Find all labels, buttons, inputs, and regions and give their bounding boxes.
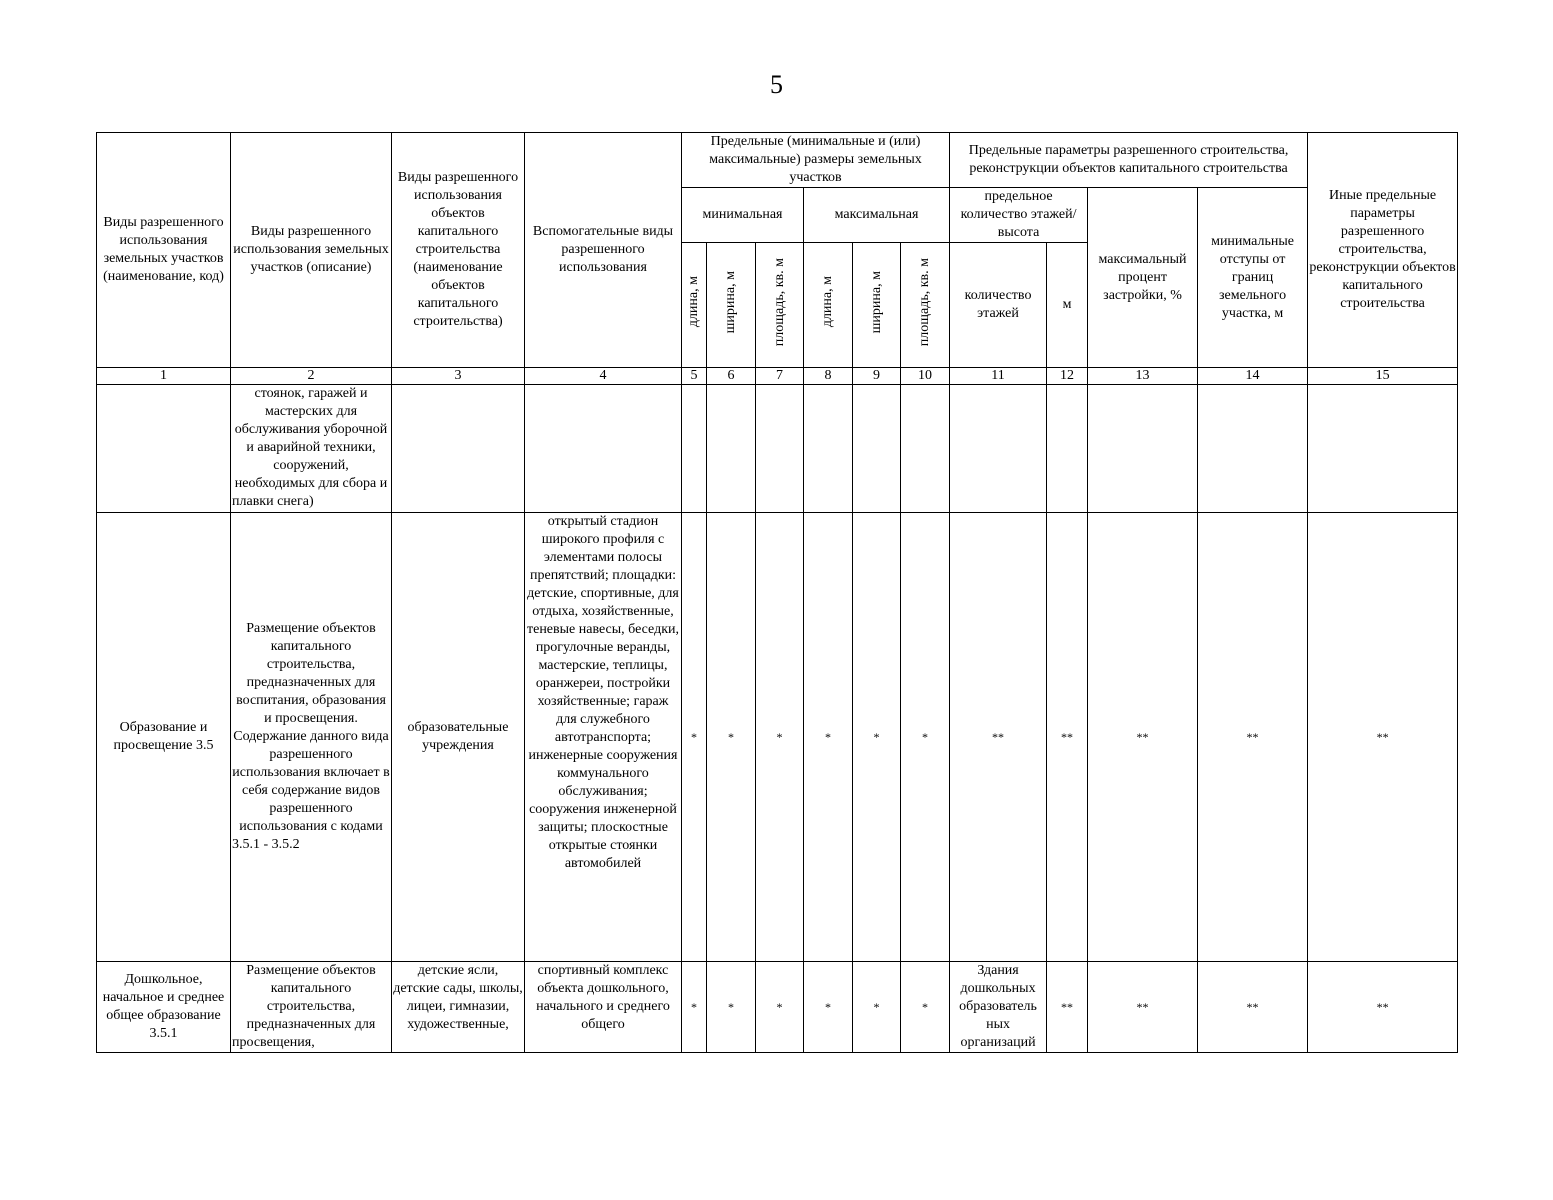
header-max-coverage: максимальный процент застройки, % [1088, 188, 1198, 368]
header-plot-size-limits: Предельные (минимальные и (или) максимальные) размеры земельных участков [682, 133, 950, 188]
cell-other-parameters: ** [1308, 962, 1458, 1053]
cell-max-coverage: ** [1088, 962, 1198, 1053]
cell-min-length: * [682, 962, 707, 1053]
column-number: 2 [231, 368, 392, 385]
header-land-use-type: Виды разрешенного использования земельных участков (наименование, код) [97, 133, 231, 368]
column-number: 14 [1198, 368, 1308, 385]
header-other-parameters: Иные предельные параметры разрешенного строительства, реконструкции объектов капитального строительства [1308, 133, 1458, 368]
header-min-width: ширина, м [707, 243, 756, 368]
cell-land-use-description: Размещение объектов капитального строительства, предназначенных для просвещения, [231, 962, 392, 1053]
cell-empty [756, 385, 804, 513]
header-min-area: площадь, кв. м [756, 243, 804, 368]
header-min-offsets: минимальные отступы от границ земельного участка, м [1198, 188, 1308, 368]
cell-floor-count: Здания дошкольных образователь ных организаций [950, 962, 1047, 1053]
cell-empty [901, 385, 950, 513]
page-number: 5 [770, 70, 783, 99]
column-number: 8 [804, 368, 853, 385]
cell-empty [804, 385, 853, 513]
table-row [97, 962, 1458, 1053]
header-max-width: ширина, м [853, 243, 901, 368]
cell-min-width: * [707, 962, 756, 1053]
cell-meters: ** [1047, 962, 1088, 1053]
column-number: 5 [682, 368, 707, 385]
cell-land-use-type: Дошкольное, начальное и среднее общее образование 3.5.1 [97, 962, 231, 1053]
header-minimum: минимальная [682, 188, 804, 243]
cell-empty [682, 385, 707, 513]
cell-min-offsets: ** [1198, 962, 1308, 1053]
column-number: 11 [950, 368, 1047, 385]
column-number: 13 [1088, 368, 1198, 385]
cell-empty [707, 385, 756, 513]
cell-land-use-description: Размещение объектов капитального строительства, предназначенных для воспитания, образования и просвещения. Содержание данного вида разрешенного использования включает в себя содержание видов разрешенного использования с кодами 3.5.1 - 3.5.2 [231, 513, 392, 962]
cell-auxiliary-use: открытый стадион широкого профиля с элементами полосы препятствий; площадки: детские, спортивные, для отдыха, хозяйственные, теневые навесы, беседки, прогулочные веранды, мастерские, теплицы, оранжереи, постройки хозяйственные; гараж для служебного автотранспорта; инженерные сооружения коммунального обслуживания; сооружения инженерной защиты; плоскостные открытые стоянки автомобилей [525, 513, 682, 962]
cell-max-area: * [901, 513, 950, 962]
cell-empty [1198, 385, 1308, 513]
cell-min-width: * [707, 513, 756, 962]
column-number: 12 [1047, 368, 1088, 385]
zoning-regulations-table [96, 132, 1458, 1053]
cell-other-parameters: ** [1308, 513, 1458, 962]
cell-construction-use-type: образовательные учреждения [392, 513, 525, 962]
header-meters: м [1047, 243, 1088, 368]
cell-floor-count: ** [950, 513, 1047, 962]
column-number: 6 [707, 368, 756, 385]
table-row [97, 385, 1458, 513]
column-number: 9 [853, 368, 901, 385]
cell-empty [1308, 385, 1458, 513]
column-number: 10 [901, 368, 950, 385]
cell-land-use-description: стоянок, гаражей и мастерских для обслуживания уборочной и аварийной техники, сооружений, необходимых для сбора и плавки снега) [231, 385, 392, 513]
cell-auxiliary-use [525, 385, 682, 513]
cell-land-use-type [97, 385, 231, 513]
header-maximum: максимальная [804, 188, 950, 243]
cell-min-offsets: ** [1198, 513, 1308, 962]
cell-auxiliary-use: спортивный комплекс объекта дошкольного, начального и среднего общего [525, 962, 682, 1053]
cell-construction-use-type [392, 385, 525, 513]
cell-empty [853, 385, 901, 513]
column-number: 7 [756, 368, 804, 385]
header-floor-count: количество этажей [950, 243, 1047, 368]
cell-empty [950, 385, 1047, 513]
column-number: 4 [525, 368, 682, 385]
cell-meters: ** [1047, 513, 1088, 962]
header-max-length: длина, м [804, 243, 853, 368]
cell-construction-use-type: детские ясли, детские сады, школы, лицеи, гимназии, художественные, [392, 962, 525, 1053]
cell-empty [1047, 385, 1088, 513]
column-numbers-row [97, 368, 1458, 385]
cell-max-width: * [853, 962, 901, 1053]
header-floors-height: предельное количество этажей/высота [950, 188, 1088, 243]
cell-land-use-type: Образование и просвещение 3.5 [97, 513, 231, 962]
cell-min-length: * [682, 513, 707, 962]
header-land-use-description: Виды разрешенного использования земельных участков (описание) [231, 133, 392, 368]
cell-empty [1088, 385, 1198, 513]
header-min-length: длина, м [682, 243, 707, 368]
cell-max-width: * [853, 513, 901, 962]
header-construction-use-type: Виды разрешенного использования объектов капитального строительства (наименование объектов капитального строительства) [392, 133, 525, 368]
cell-max-coverage: ** [1088, 513, 1198, 962]
cell-max-area: * [901, 962, 950, 1053]
cell-min-area: * [756, 513, 804, 962]
header-construction-parameters: Предельные параметры разрешенного строительства, реконструкции объектов капитального строительства [950, 133, 1308, 188]
header-max-area: площадь, кв. м [901, 243, 950, 368]
table-row [97, 513, 1458, 962]
header-auxiliary-use: Вспомогательные виды разрешенного использования [525, 133, 682, 368]
cell-max-length: * [804, 962, 853, 1053]
column-number: 15 [1308, 368, 1458, 385]
cell-max-length: * [804, 513, 853, 962]
column-number: 1 [97, 368, 231, 385]
cell-min-area: * [756, 962, 804, 1053]
column-number: 3 [392, 368, 525, 385]
